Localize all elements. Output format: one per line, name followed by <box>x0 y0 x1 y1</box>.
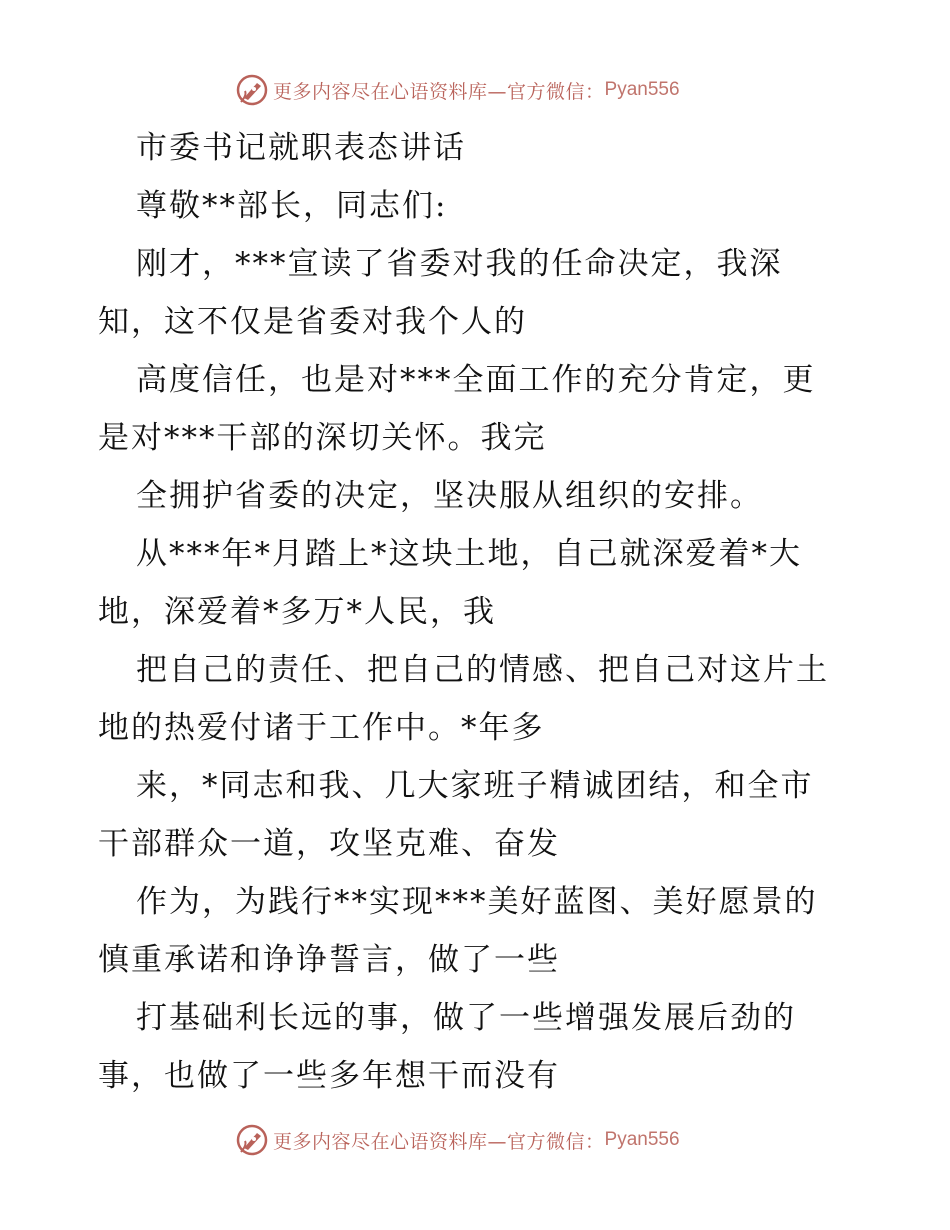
paragraph-line: 事，也做了一些多年想干而没有 <box>98 1058 560 1094</box>
salutation-line: 尊敬**部长，同志们: <box>136 188 448 224</box>
document-title: 市委书记就职表态讲话 <box>136 130 466 166</box>
watermark-text: 更多内容尽在心语资料库—官方微信： <box>273 80 605 103</box>
paragraph-line: 作为，为践行**实现***美好蓝图、美好愿景的 <box>136 884 818 920</box>
watermark-text: 更多内容尽在心语资料库—官方微信： <box>273 1130 605 1153</box>
footer-watermark <box>235 1122 715 1158</box>
paragraph-line: 是对***干部的深切关怀。我完 <box>98 420 547 456</box>
pen-nib-logo-icon <box>235 1123 269 1157</box>
paragraph-line: 来，*同志和我、几大家班子精诚团结，和全市 <box>136 768 814 804</box>
paragraph-line: 知，这不仅是省委对我个人的 <box>98 304 527 340</box>
paragraph-line: 干部群众一道，攻坚克难、奋发 <box>98 826 560 862</box>
paragraph-line: 刚才，***宣读了省委对我的任命决定，我深 <box>136 246 783 282</box>
paragraph-line: 把自己的责任、把自己的情感、把自己对这片土 <box>136 652 829 688</box>
watermark-wechat-id: Pyan556 <box>604 1129 680 1150</box>
paragraph-line: 地，深爱着*多万*人民，我 <box>98 594 496 630</box>
header-watermark <box>235 72 715 108</box>
paragraph-line: 高度信任，也是对***全面工作的充分肯定，更 <box>136 362 816 398</box>
paragraph-line: 慎重承诺和诤诤誓言，做了一些 <box>98 942 560 978</box>
paragraph-line: 从***年*月踏上*这块土地，自己就深爱着*大 <box>136 536 802 572</box>
watermark-wechat-id: Pyan556 <box>604 79 680 100</box>
paragraph-line: 全拥护省委的决定，坚决服从组织的安排。 <box>136 478 763 514</box>
paragraph-line: 打基础利长远的事，做了一些增强发展后劲的 <box>136 1000 796 1036</box>
paragraph-line: 地的热爱付诸于工作中。*年多 <box>98 710 545 746</box>
pen-nib-logo-icon <box>235 73 269 107</box>
